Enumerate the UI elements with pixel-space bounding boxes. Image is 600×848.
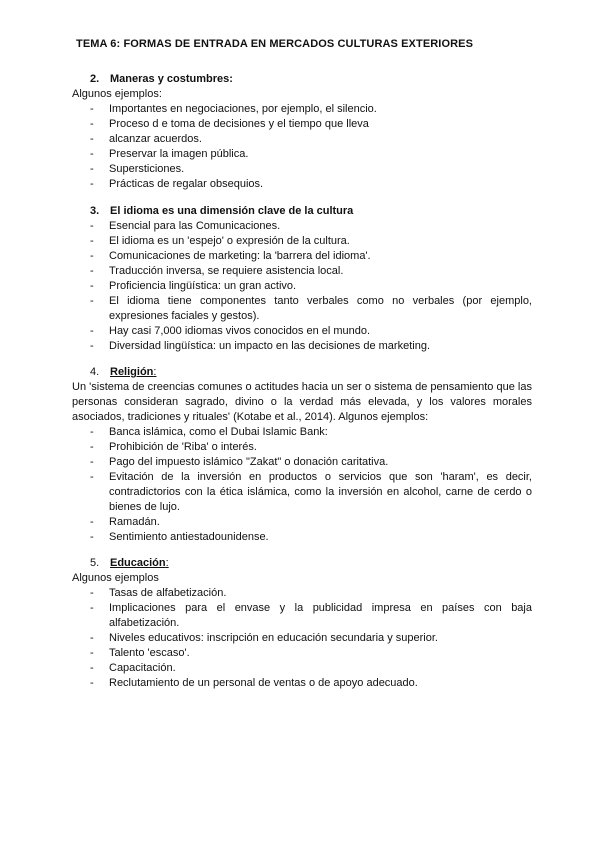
list-item: - Niveles educativos: inscripción en educación secundaria y superior. xyxy=(72,631,532,646)
section-number: 4. xyxy=(90,366,100,378)
section-title: Educación xyxy=(110,557,166,569)
section-intro: Un 'sistema de creencias comunes o actitudes hacia un ser o sistema de pensamiento que las personas consideran sagrado, divino o la verdad más elevada, y los valores morales asociados, tradiciones y rituales' (Kotabe et al., 2014). Algunos ejemplos: xyxy=(72,381,532,423)
section-heading xyxy=(72,365,532,380)
list-item: - El idioma es un 'espejo' o expresión de la cultura. xyxy=(72,234,532,249)
list-item: - Hay casi 7,000 idiomas vivos conocidos en el mundo. xyxy=(72,324,532,339)
list-item: - Reclutamiento de un personal de ventas o de apoyo adecuado. xyxy=(72,676,532,691)
list-item: - Comunicaciones de marketing: la 'barrera del idioma'. xyxy=(72,249,532,264)
section-title-wrap xyxy=(110,556,169,571)
list-item: - Importantes en negociaciones, por ejemplo, el silencio. xyxy=(72,102,532,117)
section-education xyxy=(72,556,532,691)
list-item: - Esencial para las Comunicaciones. xyxy=(72,219,532,234)
list-item: - Traducción inversa, se requiere asistencia local. xyxy=(72,264,532,279)
list-item: - Prohibición de 'Riba' o interés. xyxy=(72,440,532,455)
list-item: - Implicaciones para el envase y la publicidad impresa en países con baja alfabetización. xyxy=(72,601,532,631)
section-intro: Algunos ejemplos: xyxy=(72,88,162,100)
section-language xyxy=(72,204,532,354)
list-item: - Banca islámica, como el Dubai Islamic Bank: xyxy=(72,425,532,440)
list-item: - Evitación de la inversión en productos o servicios que son 'haram', es decir, contradictorios con la ética islámica, como la inversión en alcohol, carne de cerdo o bienes de lujo. xyxy=(72,470,532,515)
list-item: - Diversidad lingüística: un impacto en las decisiones de marketing. xyxy=(72,339,532,354)
list-item: - Supersticiones. xyxy=(72,162,532,177)
section-heading xyxy=(72,556,532,571)
list-item: - Ramadán. xyxy=(72,515,532,530)
section-title: El idioma es una dimensión clave de la cultura xyxy=(110,205,354,217)
section-title-colon: : xyxy=(153,366,157,378)
section-religion xyxy=(72,365,532,545)
section-title: Religión xyxy=(110,366,154,378)
bullet-list xyxy=(72,102,532,192)
list-item: - Proceso d e toma de decisiones y el tiempo que lleva xyxy=(72,117,532,132)
list-item: - Proficiencia lingüística: un gran activo. xyxy=(72,279,532,294)
section-title-colon: : xyxy=(165,557,169,569)
section-number: 5. xyxy=(90,557,100,569)
bullet-list xyxy=(72,425,532,545)
list-item: - Talento 'escaso'. xyxy=(72,646,532,661)
list-item: - Prácticas de regalar obsequios. xyxy=(72,177,532,192)
section-number: 2. xyxy=(90,73,100,85)
section-number: 3. xyxy=(90,205,100,217)
list-item: - Tasas de alfabetización. xyxy=(72,586,532,601)
bullet-list xyxy=(72,219,532,354)
section-intro: Algunos ejemplos xyxy=(72,572,159,584)
page-title: TEMA 6: FORMAS DE ENTRADA EN MERCADOS CULTURAS EXTERIORES xyxy=(76,38,474,50)
list-item: - Capacitación. xyxy=(72,661,532,676)
list-item: - Pago del impuesto islámico "Zakat" o donación caritativa. xyxy=(72,455,532,470)
list-item: - El idioma tiene componentes tanto verbales como no verbales (por ejemplo, expresiones faciales y gestos). xyxy=(72,294,532,324)
list-item: - alcanzar acuerdos. xyxy=(72,132,532,147)
bullet-list xyxy=(72,586,532,691)
section-heading xyxy=(72,204,532,219)
list-item: - Sentimiento antiestadounidense. xyxy=(72,530,532,545)
section-title: Maneras y costumbres: xyxy=(110,73,233,85)
section-heading xyxy=(72,72,532,87)
section-title-wrap xyxy=(110,365,156,380)
list-item: - Preservar la imagen pública. xyxy=(72,147,532,162)
section-manners xyxy=(72,72,532,192)
